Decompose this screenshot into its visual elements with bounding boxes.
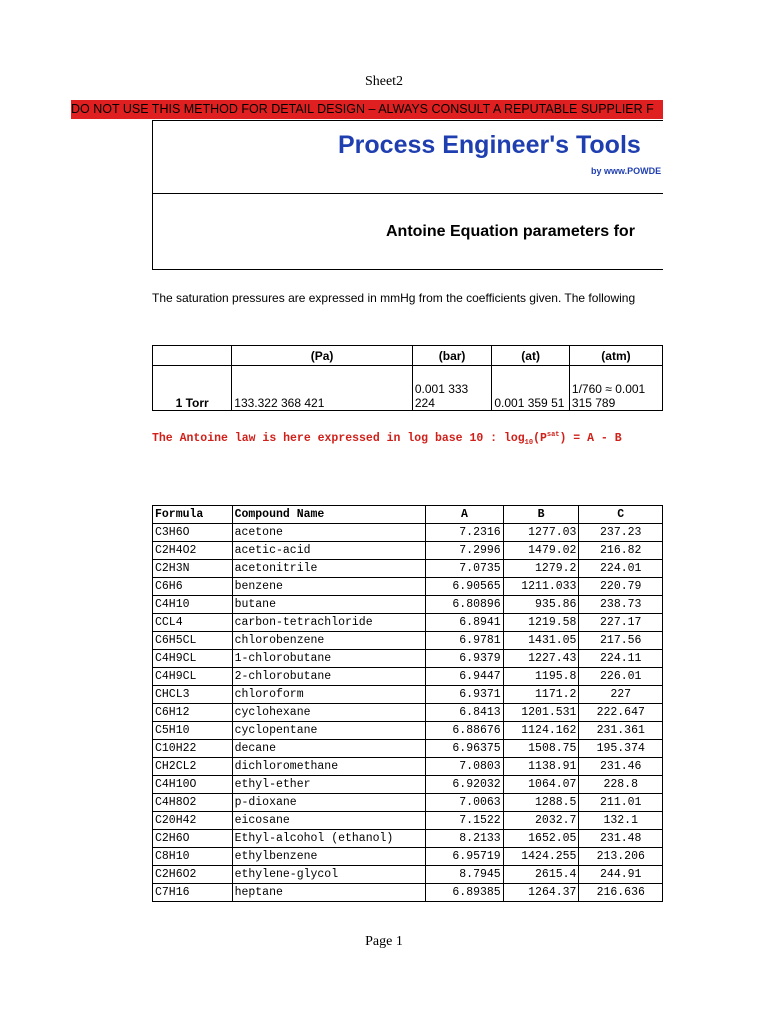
cell-formula: C4H10O bbox=[153, 776, 233, 794]
law-superscript: sat bbox=[546, 431, 560, 439]
cell-c: 237.23 bbox=[579, 524, 663, 542]
cell-a: 6.9447 bbox=[426, 668, 504, 686]
table-row bbox=[153, 812, 663, 830]
cell-a: 6.90565 bbox=[426, 578, 504, 596]
cell-c: 132.1 bbox=[579, 812, 663, 830]
cell-formula: C4H8O2 bbox=[153, 794, 233, 812]
table-row bbox=[153, 650, 663, 668]
units-bar-line2: 224 bbox=[414, 396, 435, 410]
cell-c: 216.636 bbox=[579, 884, 663, 902]
cell-formula: C10H22 bbox=[153, 740, 233, 758]
cell-b: 935.86 bbox=[503, 596, 579, 614]
cell-formula: C2H6O bbox=[153, 830, 233, 848]
header-b: B bbox=[503, 506, 579, 524]
units-atm-line2: 315 789 bbox=[571, 396, 616, 410]
cell-compound-name: carbon-tetrachloride bbox=[232, 614, 426, 632]
table-row bbox=[153, 704, 663, 722]
cell-a: 7.2996 bbox=[426, 542, 504, 560]
units-header-row bbox=[153, 346, 663, 366]
cell-b: 1124.162 bbox=[503, 722, 579, 740]
table-row bbox=[153, 866, 663, 884]
cell-c: 211.01 bbox=[579, 794, 663, 812]
cell-formula: CCL4 bbox=[153, 614, 233, 632]
cell-a: 7.1522 bbox=[426, 812, 504, 830]
cell-compound-name: chlorobenzene bbox=[232, 632, 426, 650]
cell-b: 1264.37 bbox=[503, 884, 579, 902]
cell-b: 1171.2 bbox=[503, 686, 579, 704]
cell-compound-name: eicosane bbox=[232, 812, 426, 830]
cell-b: 1431.05 bbox=[503, 632, 579, 650]
cell-b: 1219.58 bbox=[503, 614, 579, 632]
cell-compound-name: ethyl-ether bbox=[232, 776, 426, 794]
table-row bbox=[153, 560, 663, 578]
law-prefix: The Antoine law is here expressed in log base 10 : log bbox=[152, 431, 525, 445]
table-row bbox=[153, 776, 663, 794]
cell-c: 231.48 bbox=[579, 830, 663, 848]
cell-formula: C4H9CL bbox=[153, 668, 233, 686]
header-a: A bbox=[426, 506, 504, 524]
cell-a: 6.89385 bbox=[426, 884, 504, 902]
cell-compound-name: 2-chlorobutane bbox=[232, 668, 426, 686]
cell-c: 227.17 bbox=[579, 614, 663, 632]
cell-b: 1064.07 bbox=[503, 776, 579, 794]
table-row bbox=[153, 758, 663, 776]
table-row bbox=[153, 884, 663, 902]
header-compound-name: Compound Name bbox=[232, 506, 426, 524]
antoine-title: Antoine Equation parameters for bbox=[386, 223, 635, 240]
tools-title: Process Engineer's Tools bbox=[338, 131, 641, 159]
cell-compound-name: ethylbenzene bbox=[232, 848, 426, 866]
cell-c: 224.01 bbox=[579, 560, 663, 578]
cell-a: 6.95719 bbox=[426, 848, 504, 866]
sheet-title: Sheet2 bbox=[364, 74, 404, 89]
cell-b: 1288.5 bbox=[503, 794, 579, 812]
table-row bbox=[153, 524, 663, 542]
units-table bbox=[152, 345, 663, 411]
cell-a: 7.2316 bbox=[426, 524, 504, 542]
cell-formula: C6H12 bbox=[153, 704, 233, 722]
units-at-value: 0.001 359 51 bbox=[492, 366, 570, 411]
cell-compound-name: chloroform bbox=[232, 686, 426, 704]
cell-c: 213.206 bbox=[579, 848, 663, 866]
cell-c: 220.79 bbox=[579, 578, 663, 596]
law-mid: (P bbox=[533, 431, 547, 445]
cell-a: 7.0735 bbox=[426, 560, 504, 578]
table-row bbox=[153, 596, 663, 614]
cell-b: 1508.75 bbox=[503, 740, 579, 758]
units-header-pa: (Pa) bbox=[232, 346, 413, 366]
cell-b: 1227.43 bbox=[503, 650, 579, 668]
units-header-at: (at) bbox=[492, 346, 570, 366]
antoine-data-table bbox=[152, 505, 663, 902]
cell-formula: C6H6 bbox=[153, 578, 233, 596]
cell-c: 222.647 bbox=[579, 704, 663, 722]
cell-formula: C5H10 bbox=[153, 722, 233, 740]
cell-c: 217.56 bbox=[579, 632, 663, 650]
cell-a: 6.9371 bbox=[426, 686, 504, 704]
cell-compound-name: cyclohexane bbox=[232, 704, 426, 722]
cell-c: 231.361 bbox=[579, 722, 663, 740]
cell-formula: C4H10 bbox=[153, 596, 233, 614]
cell-formula: C6H5CL bbox=[153, 632, 233, 650]
table-row bbox=[153, 722, 663, 740]
table-row bbox=[153, 686, 663, 704]
cell-b: 2615.4 bbox=[503, 866, 579, 884]
cell-a: 6.9781 bbox=[426, 632, 504, 650]
table-row bbox=[153, 614, 663, 632]
table-row bbox=[153, 668, 663, 686]
cell-compound-name: decane bbox=[232, 740, 426, 758]
cell-compound-name: acetic-acid bbox=[232, 542, 426, 560]
cell-b: 1195.8 bbox=[503, 668, 579, 686]
cell-formula: C20H42 bbox=[153, 812, 233, 830]
cell-c: 227 bbox=[579, 686, 663, 704]
data-header-row bbox=[153, 506, 663, 524]
table-row bbox=[153, 794, 663, 812]
cell-formula: C2H3N bbox=[153, 560, 233, 578]
cell-a: 8.2133 bbox=[426, 830, 504, 848]
cell-c: 231.46 bbox=[579, 758, 663, 776]
units-pa-value: 133.322 368 421 bbox=[232, 366, 413, 411]
cell-b: 1138.91 bbox=[503, 758, 579, 776]
cell-b: 1211.033 bbox=[503, 578, 579, 596]
table-row bbox=[153, 542, 663, 560]
units-bar-value bbox=[412, 366, 492, 411]
units-atm-line1: 1/760 ≈ 0.001 bbox=[571, 382, 646, 396]
cell-c: 224.11 bbox=[579, 650, 663, 668]
antoine-law-text bbox=[152, 431, 622, 447]
law-subscript: 10 bbox=[524, 439, 534, 448]
cell-b: 1277.03 bbox=[503, 524, 579, 542]
cell-compound-name: 1-chlorobutane bbox=[232, 650, 426, 668]
cell-compound-name: acetonitrile bbox=[232, 560, 426, 578]
cell-compound-name: p-dioxane bbox=[232, 794, 426, 812]
cell-a: 6.8413 bbox=[426, 704, 504, 722]
intro-text: The saturation pressures are expressed in mmHg from the coefficients given. The following bbox=[152, 291, 636, 305]
cell-compound-name: butane bbox=[232, 596, 426, 614]
cell-b: 1201.531 bbox=[503, 704, 579, 722]
cell-a: 8.7945 bbox=[426, 866, 504, 884]
units-header-blank bbox=[153, 346, 232, 366]
cell-a: 6.92032 bbox=[426, 776, 504, 794]
table-row bbox=[153, 848, 663, 866]
cell-c: 216.82 bbox=[579, 542, 663, 560]
cell-a: 6.96375 bbox=[426, 740, 504, 758]
table-row bbox=[153, 830, 663, 848]
cell-formula: C3H6O bbox=[153, 524, 233, 542]
law-suffix: ) = A - B bbox=[559, 431, 622, 445]
cell-a: 7.0063 bbox=[426, 794, 504, 812]
cell-b: 1479.02 bbox=[503, 542, 579, 560]
cell-compound-name: benzene bbox=[232, 578, 426, 596]
table-row bbox=[153, 632, 663, 650]
cell-formula: C4H9CL bbox=[153, 650, 233, 668]
tools-byline: by www.POWDE bbox=[591, 166, 662, 176]
cell-a: 6.88676 bbox=[426, 722, 504, 740]
cell-compound-name: acetone bbox=[232, 524, 426, 542]
page-footer: Page 1 bbox=[365, 934, 403, 949]
cell-compound-name: heptane bbox=[232, 884, 426, 902]
units-header-atm: (atm) bbox=[569, 346, 662, 366]
cell-b: 1424.255 bbox=[503, 848, 579, 866]
cell-c: 238.73 bbox=[579, 596, 663, 614]
cell-compound-name: cyclopentane bbox=[232, 722, 426, 740]
cell-a: 6.80896 bbox=[426, 596, 504, 614]
units-header-bar: (bar) bbox=[412, 346, 492, 366]
cell-a: 7.0803 bbox=[426, 758, 504, 776]
cell-formula: C2H6O2 bbox=[153, 866, 233, 884]
cell-b: 1652.05 bbox=[503, 830, 579, 848]
cell-formula: C7H16 bbox=[153, 884, 233, 902]
warning-banner: DO NOT USE THIS METHOD FOR DETAIL DESIGN – ALWAYS CONSULT A REPUTABLE SUPPLIER F bbox=[71, 100, 663, 119]
cell-b: 2032.7 bbox=[503, 812, 579, 830]
cell-a: 6.9379 bbox=[426, 650, 504, 668]
data-body bbox=[153, 524, 663, 902]
cell-c: 244.91 bbox=[579, 866, 663, 884]
units-bar-line1: 0.001 333 bbox=[414, 382, 469, 396]
header-c: C bbox=[579, 506, 663, 524]
table-row bbox=[153, 740, 663, 758]
cell-compound-name: dichloromethane bbox=[232, 758, 426, 776]
units-row-label: 1 Torr bbox=[153, 366, 232, 411]
header-divider bbox=[152, 193, 663, 194]
cell-c: 195.374 bbox=[579, 740, 663, 758]
table-row bbox=[153, 578, 663, 596]
cell-compound-name: Ethyl-alcohol (ethanol) bbox=[232, 830, 426, 848]
cell-compound-name: ethylene-glycol bbox=[232, 866, 426, 884]
cell-a: 6.8941 bbox=[426, 614, 504, 632]
units-row-torr bbox=[153, 366, 663, 411]
cell-formula: C8H10 bbox=[153, 848, 233, 866]
cell-b: 1279.2 bbox=[503, 560, 579, 578]
cell-formula: CH2CL2 bbox=[153, 758, 233, 776]
header-formula: Formula bbox=[153, 506, 233, 524]
units-atm-value bbox=[569, 366, 662, 411]
cell-formula: CHCL3 bbox=[153, 686, 233, 704]
cell-c: 226.01 bbox=[579, 668, 663, 686]
cell-c: 228.8 bbox=[579, 776, 663, 794]
cell-formula: C2H4O2 bbox=[153, 542, 233, 560]
